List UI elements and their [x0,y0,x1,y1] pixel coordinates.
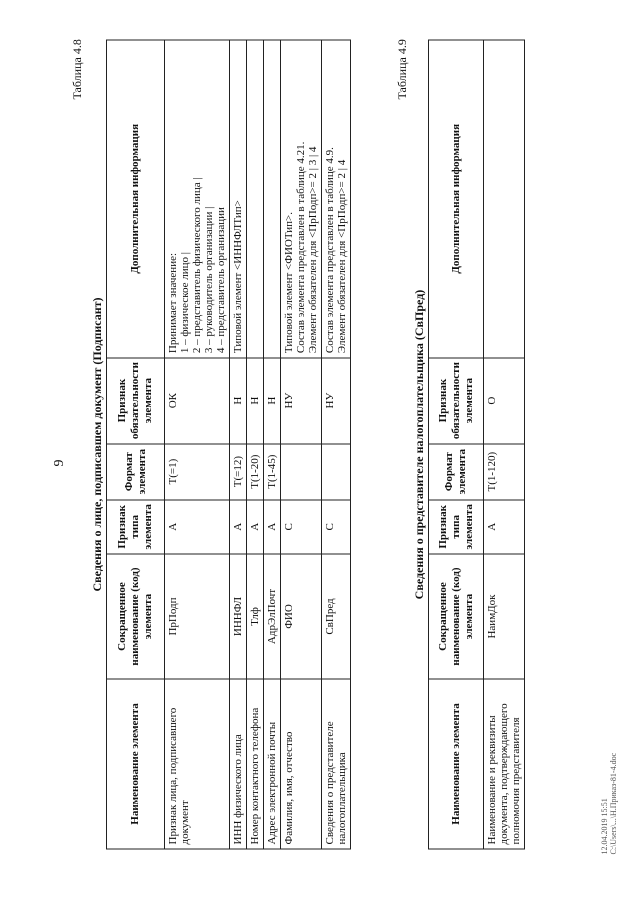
cell-format [322,444,351,500]
page-number: 9 [52,459,67,467]
cell-required: НУ [322,358,351,444]
cell-code: НаимДок [484,554,525,679]
info-line: 4 – представитель организации [215,207,227,354]
table-row [165,40,230,849]
cell-type: С [322,500,351,554]
cell-format: T(1-20) [247,444,264,500]
table-4-8-caption: Таблица 4.8 [70,39,84,100]
table-4-8-title: Сведения о лице, подписавшем документ (Подписант) [90,297,104,592]
table-row [281,40,322,849]
file-stamp [600,753,618,855]
cell-format [281,444,322,500]
stamp-line: C:\Users\...\Н.Приказ-81-4.doc [609,752,618,855]
cell-required: Н [264,358,281,444]
cell-format: T(1-45) [264,444,281,500]
header-type: Признак типа элемента [429,500,484,554]
header-name: Наименование элемента [107,679,165,849]
table-4-9-title: Сведения о представителе налогоплательщика (СвПред) [412,289,426,600]
cell-type: А [230,500,247,554]
info-line: Состав элемента представлен в таблице 4.9. [324,147,336,354]
cell-required: Н [247,358,264,444]
info-line: Типовой элемент <ИННФЛТип> [232,200,244,354]
cell-type: А [247,500,264,554]
table-4-8 [106,40,351,850]
header-name: Наименование элемента [429,679,484,849]
info-line: Элемент обязателен для <ПрПодп>= 2 | 3 | 4 [307,146,319,354]
cell-info [247,40,264,358]
table-row [484,40,525,849]
cell-code: СвПред [322,554,351,679]
info-line: 3 – руководитель организации | [203,206,215,354]
cell-type: А [264,500,281,554]
header-required: Признак обязательности элемента [429,358,484,444]
cell-required: НУ [281,358,322,444]
table-4-9-caption: Таблица 4.9 [395,39,409,100]
cell-required: О [484,358,525,444]
cell-info [230,40,247,358]
cell-code: ПрПодп [165,554,230,679]
header-type: Признак типа элемента [107,500,165,554]
cell-info [165,40,230,358]
cell-info [264,40,281,358]
cell-required: ОК [165,358,230,444]
cell-name: Номер контактного телефона [247,679,264,849]
info-line: 2 – представитель физического лица | [191,177,203,354]
header-code: Сокращенное наименование (код) элемента [107,554,165,679]
table-row [322,40,351,849]
info-line: Принимает значение: [167,252,179,354]
header-code: Сокращенное наименование (код) элемента [429,554,484,679]
info-line: Элемент обязателен для <ПрПодп>= 2 | 4 [336,159,348,354]
cell-name: Наименование и реквизиты документа, подтверждающего полномочия представителя [484,679,525,849]
header-info: Дополнительная информация [429,40,484,358]
cell-name: Адрес электронной почты [264,679,281,849]
header-format: Формат элемента [107,444,165,500]
table-row [230,40,247,849]
cell-code: Тлф [247,554,264,679]
cell-info [281,40,322,358]
cell-type: А [165,500,230,554]
cell-code: ИННФЛ [230,554,247,679]
header-required: Признак обязательности элемента [107,358,165,444]
cell-name: Признак лица, подписавшего документ [165,679,230,849]
cell-name: Сведения о представителе налогоплательщика [322,679,351,849]
cell-format: T(=12) [230,444,247,500]
info-line: 1 – физическое лицо | [179,252,191,354]
cell-type: А [484,500,525,554]
cell-format: T(=1) [165,444,230,500]
table-row [264,40,281,849]
stamp-line: 12.04.2019 15:51 [600,798,609,855]
cell-required: Н [230,358,247,444]
cell-code: ФИО [281,554,322,679]
cell-format: T(1-120) [484,444,525,500]
cell-type: С [281,500,322,554]
cell-name: Фамилия, имя, отчество [281,679,322,849]
cell-code: АдрЭлПочт [264,554,281,679]
table-4-9 [428,40,525,850]
cell-info [484,40,525,358]
info-line: Состав элемента представлен в таблице 4.21. [295,141,307,354]
cell-name: ИНН физического лица [230,679,247,849]
info-line: Типовой элемент <ФИОТип>. [283,211,295,354]
cell-info [322,40,351,358]
table-row [247,40,264,849]
header-info: Дополнительная информация [107,40,165,358]
header-format: Формат элемента [429,444,484,500]
